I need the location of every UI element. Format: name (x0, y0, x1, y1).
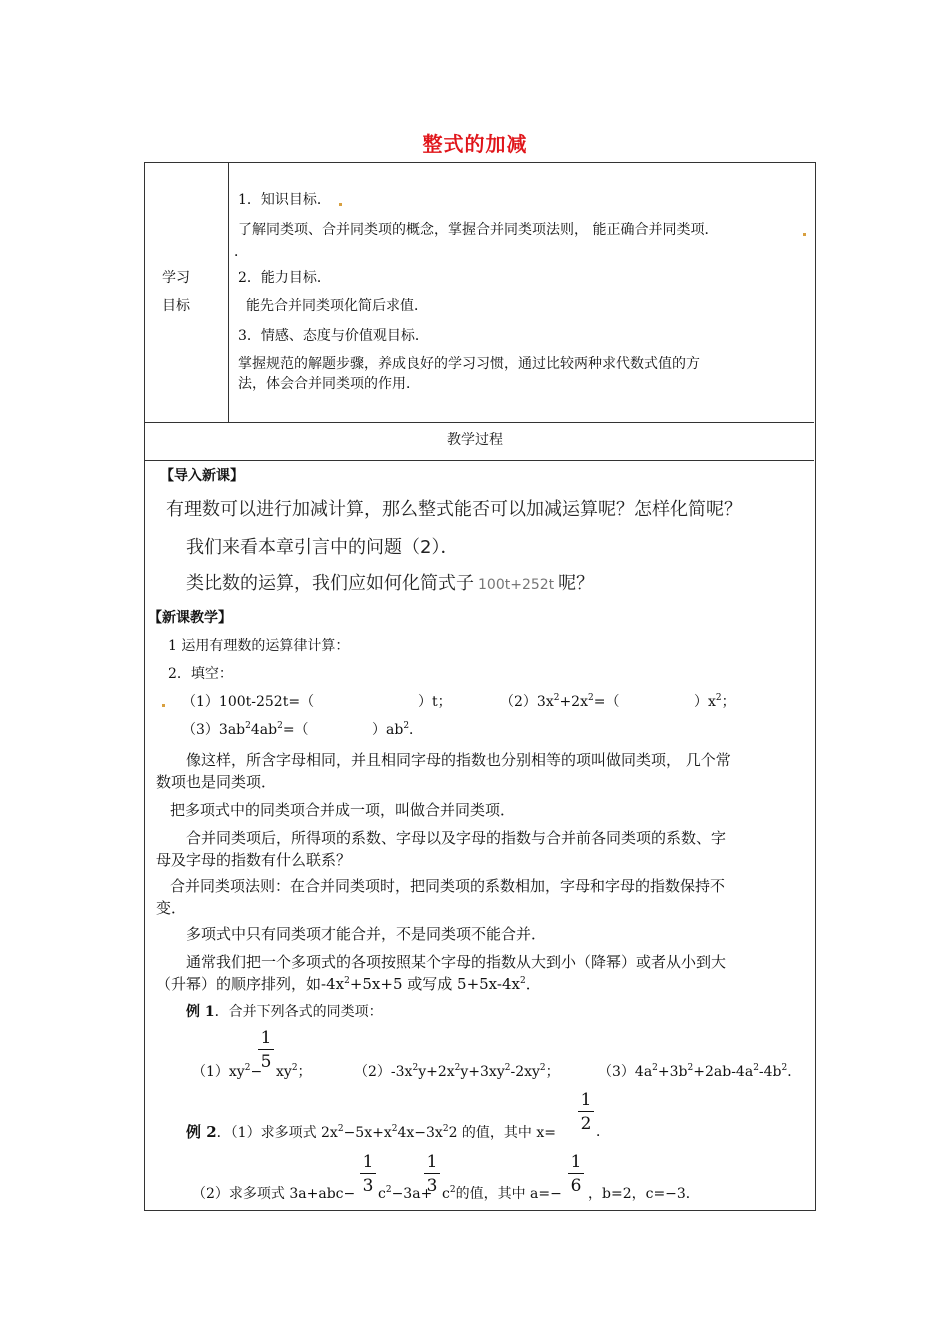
example-2-label: 例 2 (186, 1123, 217, 1141)
fraction-one-half (578, 1090, 594, 1134)
exponent: 2 (753, 1063, 759, 1073)
exponent: 2 (519, 976, 526, 986)
example-1-part-3 (598, 1062, 801, 1082)
mark-dot (162, 704, 165, 707)
exponent: 2 (687, 1063, 694, 1073)
example-1-part-1b (276, 1062, 312, 1082)
exponent: 2 (442, 1124, 449, 1134)
intro-p3-end: 呢？ (558, 573, 595, 594)
question-1: 合并同类项后，所得项的系数、字母以及字母的指数与合并前各同类项的系数、字 (186, 829, 727, 847)
definition-combine: 把多项式中的同类项合并成一项，叫做合并同类项． (170, 801, 516, 819)
expr-part: 的值，其中 a=− (455, 1186, 562, 1202)
expr-part: 4x−3x (397, 1125, 443, 1141)
intro-heading: 【导入新课】 (160, 468, 244, 484)
expr-part: -2xy (510, 1064, 540, 1080)
lesson-table (144, 162, 816, 1211)
label-column-divider (228, 162, 229, 422)
page-title: 整式的加减 (422, 132, 528, 156)
intro-p3-start: 类比数的运算，我们应如何化简式子 (186, 573, 474, 594)
objective-2-heading: 2．能力目标． (238, 270, 331, 286)
fraction-numerator: 1 (426, 1152, 438, 1172)
exponent: 2 (337, 1124, 344, 1134)
intro-paragraph-3 (186, 574, 594, 595)
fraction-denominator: 6 (570, 1176, 582, 1196)
intro-paragraph-2: 我们来看本章引言中的问题（2）． (186, 537, 459, 558)
fill-2-part: +2x (559, 694, 588, 710)
fraction-denominator: 5 (260, 1052, 272, 1072)
rule-2: 变． (156, 899, 187, 917)
definition-like-terms-2: 数项也是同类项． (156, 773, 277, 791)
question-2: 母及字母的指数有什么联系？ (156, 851, 352, 869)
expr-part: （2）-3x (354, 1064, 413, 1080)
expr-part: ； (297, 1064, 312, 1080)
exponent: 2 (412, 1063, 419, 1073)
exponent: 2 (539, 1063, 546, 1073)
mark-dot (803, 233, 806, 236)
exponent: 2 (449, 1185, 456, 1195)
fraction-numerator: 1 (580, 1090, 592, 1110)
fill-3-part: 4ab (250, 722, 278, 738)
process-title: 教学过程 (447, 432, 503, 448)
exponent: 2 (504, 1063, 511, 1073)
step-2: 2．填空： (168, 666, 233, 682)
objectives-label-2: 目标 (162, 298, 190, 314)
expr-part: -4b (758, 1064, 782, 1080)
objective-1-tail: ． (234, 244, 248, 260)
fill-3-part: （3）3ab (182, 722, 246, 738)
example-1-heading (186, 1002, 383, 1022)
fill-2-part: ； (721, 694, 736, 710)
fraction-numerator: 1 (362, 1152, 374, 1172)
example-2-part-2b (378, 1184, 432, 1204)
fill-blank-1b: ）t； (418, 694, 452, 710)
expr-part: xy (276, 1064, 292, 1080)
exponent: 2 (344, 976, 350, 986)
exponent: 2 (291, 1063, 298, 1073)
rule-1: 合并同类项法则：在合并同类项时，把同类项的系数相加，字母和字母的指数保持不 (170, 877, 726, 895)
example-2-part-2a: （2）求多项式 3a+abc− (192, 1186, 356, 1202)
fill-2-part: ）x (694, 694, 716, 710)
intro-paragraph-1: 有理数可以进行加减计算，那么整式能否可以加减运算呢？怎样化简呢？ (166, 499, 742, 520)
definition-like-terms-1: 像这样，所含字母相同，并且相同字母的指数也分别相等的项叫做同类项， 几个常 (186, 751, 731, 769)
ordering-part: +5x+5 或写成 5+5x-4x (349, 975, 520, 993)
exponent: 2 (652, 1063, 658, 1073)
objective-3-heading: 3．情感、态度与价值观目标． (238, 328, 429, 344)
exponent: 2 (588, 693, 594, 703)
objective-3-text-2: 法，体会合并同类项的作用． (238, 376, 420, 392)
fill-2-part: （2）3x (500, 694, 554, 710)
intro-p3-expression: 100t+252t (478, 577, 555, 593)
fraction-denominator: 3 (426, 1176, 438, 1196)
expr-part: y+3xy (460, 1064, 505, 1080)
exponent: 2 (781, 1063, 788, 1073)
fill-2-part: =（ (593, 694, 620, 710)
expr-part: ； (545, 1064, 560, 1080)
example-1-label: 例 1 (186, 1004, 215, 1020)
example-1-text: ．合并下列各式的同类项： (214, 1004, 383, 1020)
expr-part: c (442, 1186, 450, 1202)
row-divider-2 (144, 460, 814, 461)
expr-part: c (378, 1186, 386, 1202)
fill-blank-1a: （1）100t-252t=（ (182, 694, 315, 710)
fraction-denominator: 2 (580, 1114, 592, 1134)
exponent: 2 (277, 721, 283, 731)
fraction-numerator: 1 (570, 1152, 582, 1172)
expr-part: +3b (657, 1064, 688, 1080)
ordering-1: 通常我们把一个多项式的各项按照某个字母的指数从大到小（降幂）或者从小到大 (186, 953, 727, 971)
fraction-one-sixth (568, 1152, 584, 1196)
objective-1-heading: 1．知识目标． (238, 192, 331, 208)
example-1-part-2 (354, 1062, 560, 1082)
example-2-part-2c (442, 1184, 562, 1204)
fill-3-part: ）ab (372, 722, 404, 738)
objective-3-text-1: 掌握规范的解题步骤，养成良好的学习习惯，通过比较两种求代数式值的方 (238, 356, 700, 372)
objective-1-text: 了解同类项、合并同类项的概念，掌握合并同类项法则， 能正确合并同类项． (238, 222, 719, 238)
ordering-part: （升幂）的顺序排列，如-4x (156, 975, 345, 993)
expr-part: ．（1）求多项式 2x (216, 1125, 338, 1141)
example-2-part-1-end: ． (596, 1124, 610, 1140)
fill-3-part: ． (409, 722, 424, 738)
objective-2-text: 能先合并同类项化简后求值． (246, 298, 428, 314)
expr-part: ． (787, 1064, 802, 1080)
fill-blank-3a (182, 720, 309, 740)
fill-blank-2b (694, 692, 736, 712)
example-2-part-2d: ，b=2，c=−3． (588, 1186, 700, 1202)
mark-dot (339, 203, 342, 206)
ordering-part: ． (525, 975, 541, 993)
expr-part: 2 的值，其中 x= (448, 1125, 556, 1141)
exponent: 2 (244, 1063, 251, 1073)
step-1: 1 运用有理数的运算律计算： (168, 638, 350, 654)
expr-part: −5x+x (343, 1125, 392, 1141)
ordering-2 (156, 974, 541, 994)
fraction-one-third (360, 1152, 376, 1196)
example-1-part-1a (192, 1062, 262, 1082)
expr-part: y+2x (418, 1064, 455, 1080)
exponent: 2 (553, 693, 560, 703)
exponent: 2 (454, 1063, 461, 1073)
newlesson-heading: 【新课教学】 (148, 610, 232, 626)
exponent: 2 (403, 721, 410, 731)
expr-part: （3）4a (598, 1064, 653, 1080)
expr-part: −3a+ (391, 1186, 433, 1202)
fraction-denominator: 3 (362, 1176, 374, 1196)
expr-part: （1）xy (192, 1064, 245, 1080)
exponent: 2 (385, 1185, 392, 1195)
fraction-numerator: 1 (260, 1028, 272, 1048)
fill-3-part: =（ (282, 722, 309, 738)
exponent: 2 (245, 721, 251, 731)
fill-blank-3b (372, 720, 423, 740)
row-divider-1 (144, 422, 814, 423)
expr-part: − (250, 1064, 263, 1080)
expr-part: +2ab-4a (693, 1064, 754, 1080)
exponent: 2 (391, 1124, 398, 1134)
objectives-label-1: 学习 (162, 270, 190, 286)
exponent: 2 (715, 693, 722, 703)
example-2-part-1 (186, 1122, 556, 1143)
fill-blank-2a (500, 692, 619, 712)
note: 多项式中只有同类项才能合并，不是同类项不能合并． (186, 925, 547, 943)
